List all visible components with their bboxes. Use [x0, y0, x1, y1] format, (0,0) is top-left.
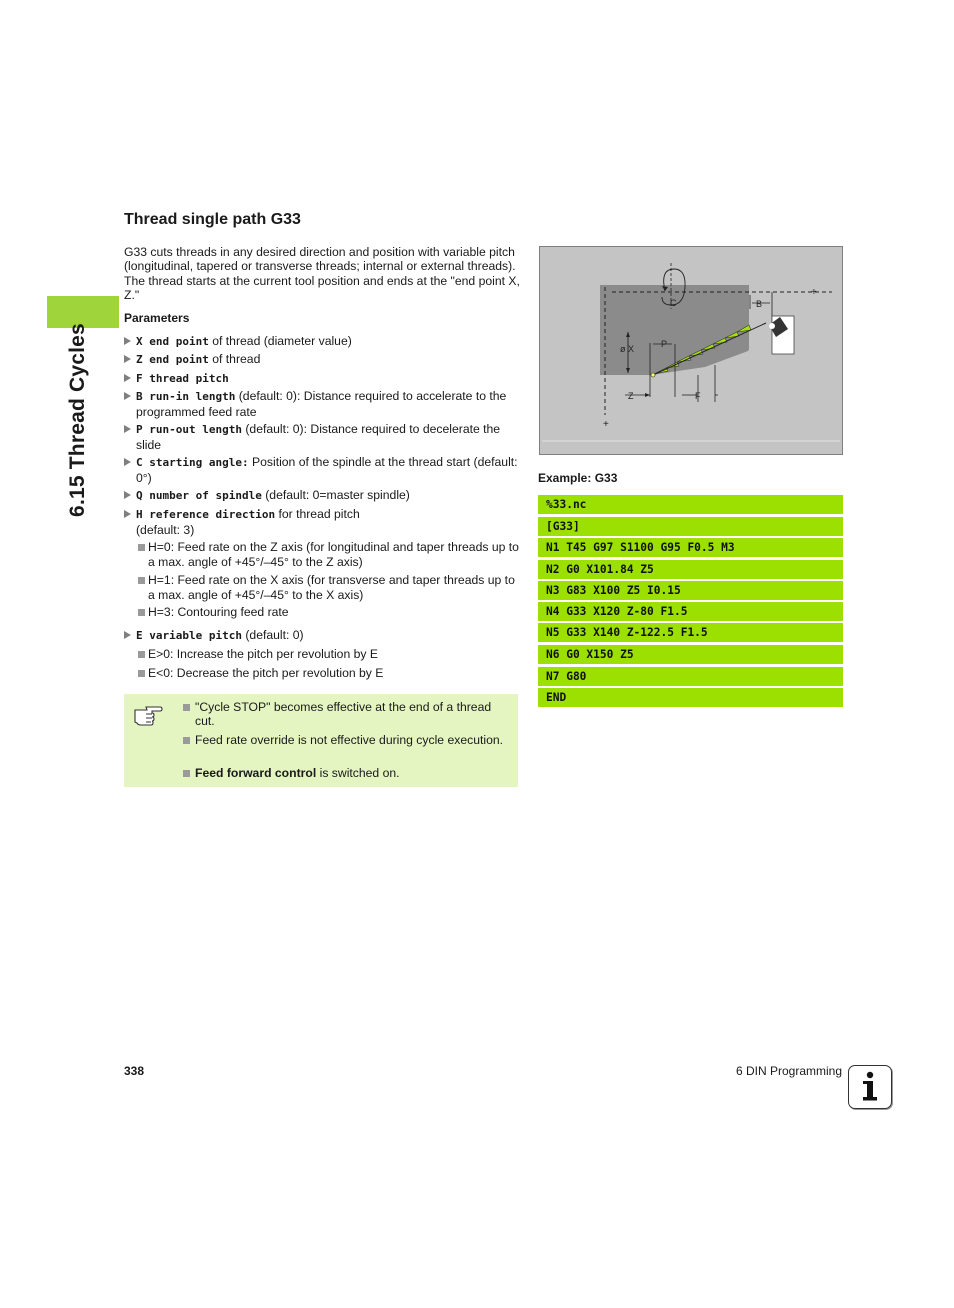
e-sub-item: E<0: Decrease the pitch per revolution by E — [137, 666, 520, 681]
square-bullet-icon — [138, 670, 145, 677]
param-item-p: P run-out length (default: 0): Distance required to decelerate the slide — [124, 422, 520, 452]
info-glyph-icon — [849, 1066, 890, 1107]
bullet-arrow-icon — [124, 337, 131, 345]
bullet-arrow-icon — [124, 374, 131, 382]
note-item: Feed forward control is switched on. — [182, 766, 512, 780]
example-title: Example: G33 — [538, 471, 618, 485]
program-line: N7 G80 — [538, 667, 843, 686]
square-bullet-icon — [138, 609, 145, 616]
info-icon[interactable] — [848, 1065, 892, 1109]
bullet-arrow-icon — [124, 631, 131, 639]
param-item-h: H reference direction for thread pitch (default: 3) — [124, 507, 384, 537]
label-c: C — [670, 298, 677, 308]
label-f: F — [695, 391, 701, 401]
bullet-arrow-icon — [124, 510, 131, 518]
square-bullet-icon — [183, 737, 190, 744]
parameters-heading: Parameters — [124, 311, 190, 325]
param-item-q: Q number of spindle (default: 0=master spindle) — [124, 488, 520, 504]
param-item-c: C starting angle: Position of the spindle at the thread start (default: 0°) — [124, 455, 520, 485]
h-sub-item: H=0: Feed rate on the Z axis (for longitudinal and taper threads up to a max. angle of +45°/–45° to the Z axis) — [137, 540, 520, 569]
label-z: Z — [628, 391, 634, 401]
thread-cycle-figure — [539, 246, 843, 455]
note-item: "Cycle STOP" becomes effective at the end of a thread cut. — [182, 700, 512, 728]
square-bullet-icon — [183, 704, 190, 711]
square-bullet-icon — [138, 577, 145, 584]
page-number: 338 — [124, 1064, 145, 1078]
note-box — [124, 694, 518, 787]
param-item-x: X end point of thread (diameter value) — [124, 334, 520, 350]
bullet-arrow-icon — [124, 458, 131, 466]
intro-paragraph: G33 cuts threads in any desired direction and position with variable pitch (longitudinal, tapered or transverse threads; internal or external threads). The thread starts at the current tool position and ends at the "end point X, Z." — [124, 245, 520, 303]
thread-diagram — [540, 247, 842, 454]
h-sub-item: H=1: Feed rate on the X axis (for transverse and taper threads up to a max. angle of +45°/–45° to the X axis) — [137, 573, 520, 602]
program-line: N6 G0 X150 Z5 — [538, 645, 843, 664]
program-line: N3 G83 X100 Z5 I0.15 — [538, 581, 843, 600]
chapter-footer: 6 DIN Programming — [735, 1064, 842, 1078]
chapter-side-title: 6.15 Thread Cycles — [66, 323, 89, 517]
program-line: %33.nc — [538, 495, 843, 514]
h-sub-item: H=3: Contouring feed rate — [137, 605, 520, 620]
bullet-arrow-icon — [124, 491, 131, 499]
section-title: Thread single path G33 — [124, 211, 301, 228]
label-x: ø X — [620, 344, 635, 354]
program-line: N2 G0 X101.84 Z5 — [538, 560, 843, 579]
pointing-hand-icon — [133, 702, 163, 726]
bullet-arrow-icon — [124, 355, 131, 363]
e-sub-item: E>0: Increase the pitch per revolution by E — [137, 647, 520, 662]
program-line: END — [538, 688, 843, 707]
square-bullet-icon — [138, 651, 145, 658]
program-line: [G33] — [538, 517, 843, 536]
program-line: N1 T45 G97 S1100 G95 F0.5 M3 — [538, 538, 843, 557]
param-item-z: Z end point of thread — [124, 352, 520, 368]
bullet-arrow-icon — [124, 425, 131, 433]
program-line: N4 G33 X120 Z-80 F1.5 — [538, 602, 843, 621]
label-plus-x: + — [603, 419, 609, 430]
param-item-f: F thread pitch — [124, 371, 520, 387]
label-b: B — [756, 299, 763, 309]
note-item: Feed rate override is not effective during cycle execution. — [182, 733, 512, 747]
param-item-b: B run-in length (default: 0): Distance required to accelerate to the programmed feed rate — [124, 389, 520, 419]
label-plus-z: + — [811, 287, 817, 298]
param-item-e: E variable pitch (default: 0) — [124, 628, 520, 644]
bullet-arrow-icon — [124, 392, 131, 400]
label-p: P — [661, 339, 668, 349]
square-bullet-icon — [138, 544, 145, 551]
square-bullet-icon — [183, 770, 190, 777]
program-line: N5 G33 X140 Z-122.5 F1.5 — [538, 623, 843, 642]
